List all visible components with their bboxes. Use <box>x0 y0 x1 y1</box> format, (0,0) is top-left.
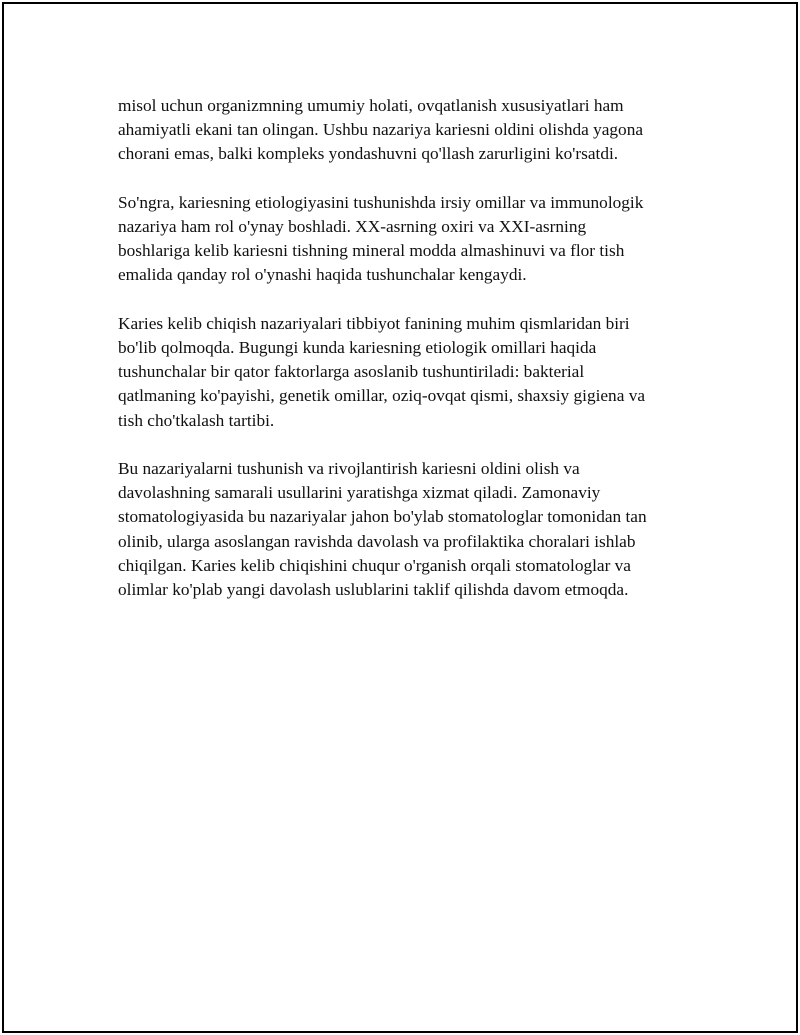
paragraph-3 <box>118 312 703 433</box>
text-line: Karies kelib chiqish nazariyalari tibbiyot fanining muhim qismlaridan biri <box>118 313 630 333</box>
text-line: chiqilgan. Karies kelib chiqishini chuqur o'rganish orqali stomatologlar va <box>118 555 631 575</box>
text-line: nazariya ham rol o'ynay boshladi. XX-asrning oxiri va XXI-asrning <box>118 217 587 236</box>
text-line: tish cho'tkalash tartibi. <box>118 410 275 430</box>
text-line: olimlar ko'plab yangi davolash uslublarini taklif qilishda davom etmoqda. <box>118 580 629 600</box>
text-line: So'ngra, kariesning etiologiyasini tushunishda irsiy omillar va immunologik <box>118 192 644 212</box>
text-line: qatlmaning ko'payishi, genetik omillar, oziq-ovqat qismi, shaxsiy gigiena va <box>118 386 646 406</box>
text-line: boshlariga kelib kariesni tishning mineral modda almashinuvi va flor tish <box>118 241 625 261</box>
text-line: davolashning samarali usullarini yaratishga xizmat qiladi. Zamonaviy <box>118 483 601 503</box>
text-line: tushunchalar bir qator faktorlarga asoslanib tushuntiriladi: bakterial <box>118 362 585 382</box>
text-line: olinib, ularga asoslangan ravishda davolash va profilaktika choralari ishlab <box>118 531 636 551</box>
text-line: chorani emas, balki kompleks yondashuvni qo'llash zarurligini ko'rsatdi. <box>118 144 619 164</box>
document-body <box>118 94 703 626</box>
paragraph-2 <box>118 191 703 288</box>
text-line: bo'lib qolmoqda. Bugungi kunda kariesning etiologik omillari haqida <box>118 338 597 357</box>
paragraph-4 <box>118 457 703 602</box>
text-line: Bu nazariyalarni tushunish va rivojlantirish kariesni oldini olish va <box>118 459 580 478</box>
text-line: misol uchun organizmning umumiy holati, ovqatlanish xususiyatlari ham <box>118 96 624 115</box>
text-line: ahamiyatli ekani tan olingan. Ushbu nazariya kariesni oldini olishda yagona <box>118 120 644 140</box>
text-line: emalida qanday rol o'ynashi haqida tushunchalar kengaydi. <box>118 265 527 285</box>
paragraph-1 <box>118 94 703 167</box>
text-line: stomatologiyasida bu nazariyalar jahon bo'ylab stomatologlar tomonidan tan <box>118 507 647 527</box>
